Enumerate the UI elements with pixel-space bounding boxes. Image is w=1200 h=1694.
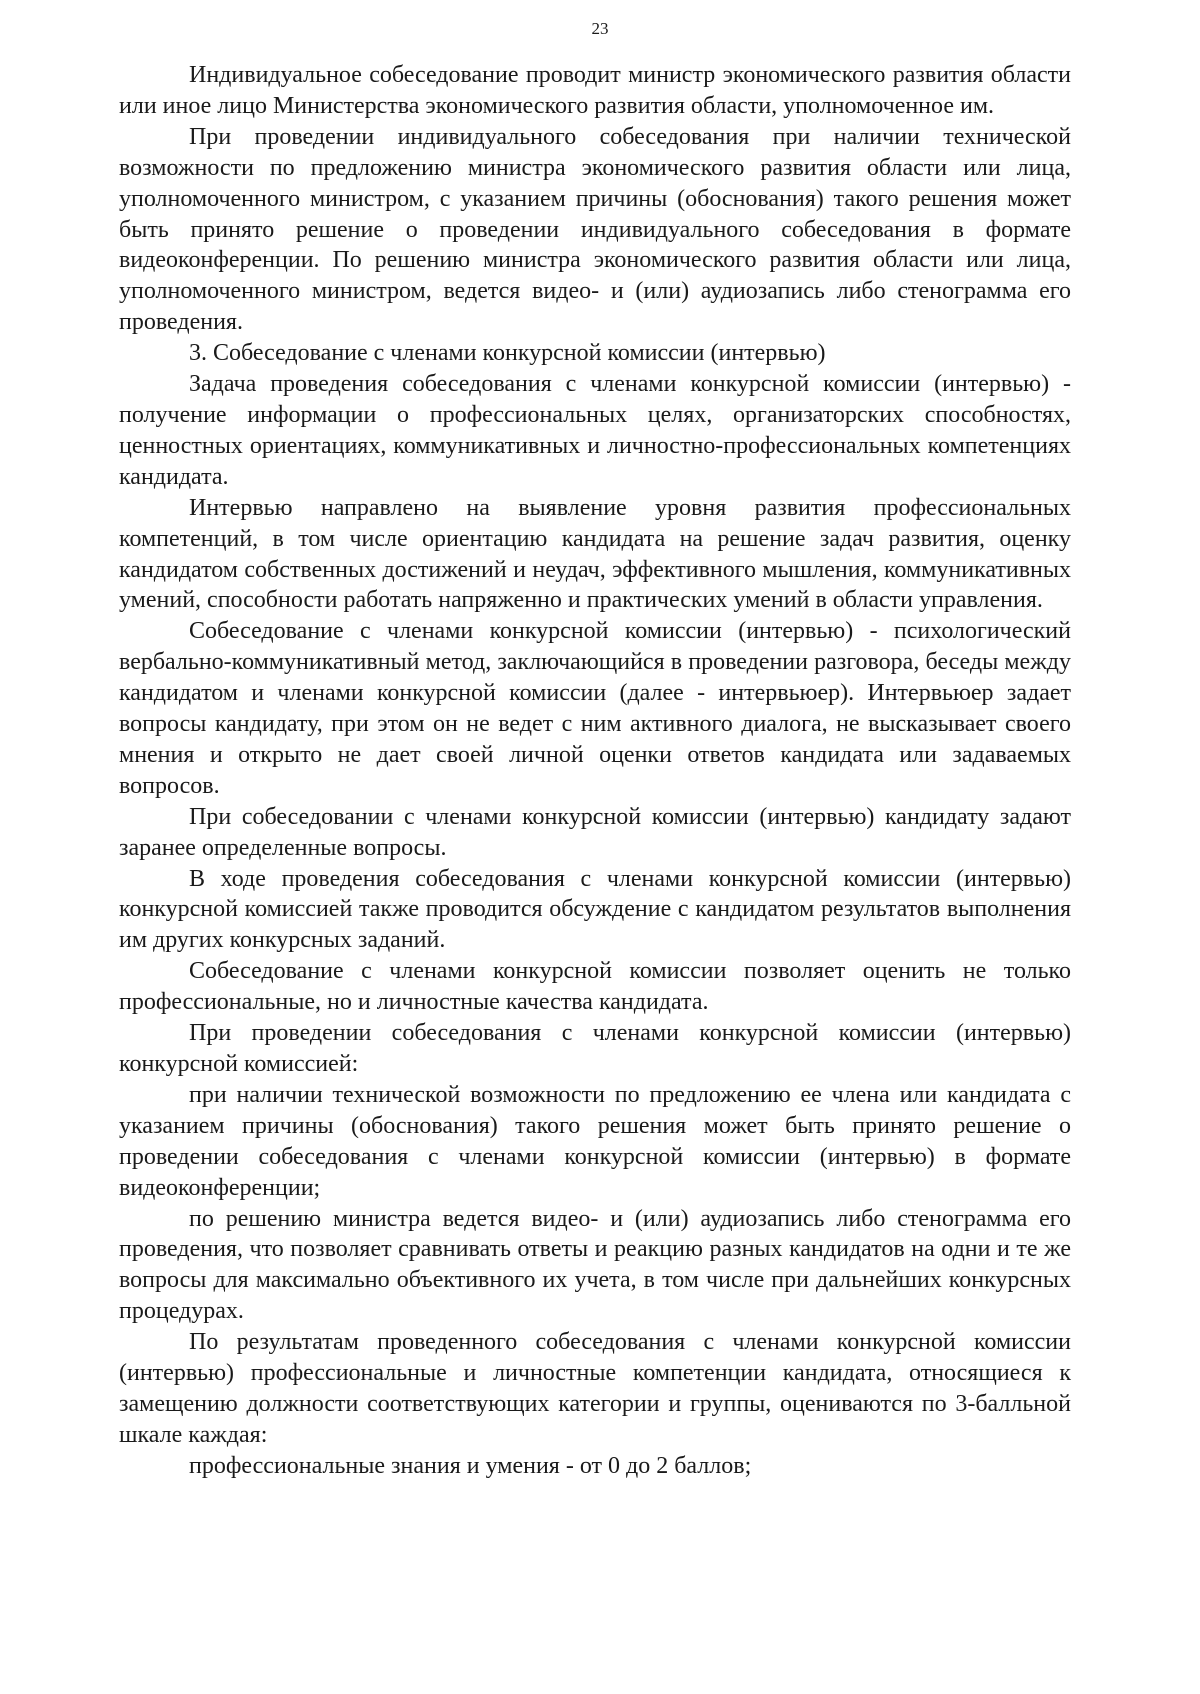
paragraph-commission-intro: При проведении собеседования с членами конкурсной комиссии (интервью) конкурсной комиссией:	[119, 1020, 1071, 1077]
paragraph-qualities: Собеседование с членами конкурсной комиссии позволяет оценить не только профессиональные, но и личностные качества кандидата.	[119, 958, 1071, 1016]
paragraph-interviewer: Индивидуальное собеседование проводит министр экономического развития области или иное лицо Министерства экономического развития области, уполномоченное им.	[119, 62, 1071, 119]
paragraph-videoconference: При проведении индивидуального собеседования при наличии технической возможности по предложению министра экономического развития области или лица, уполномоченного министром, с указанием причины (обоснования) такого решения может быть принято решение о проведении индивидуального собеседования в формате видеоконференции. По решению министра экономического развития области или лица, уполномоченного министром, ведется видео- и (или) аудиозапись либо стенограмма его проведения.	[119, 123, 1071, 336]
paragraph-interview-aim: Интервью направлено на выявление уровня развития профессиональных компетенций, в том числе ориентацию кандидата на решение задач развития, оценку кандидатом собственных достижений и неудач, эффективного мышления, коммуникативных умений, способности работать напряженно и практических умений в области управления.	[119, 494, 1071, 614]
page-number: 23	[591, 19, 609, 38]
paragraph-discussion: В ходе проведения собеседования с членами конкурсной комиссии (интервью) конкурсной комиссией также проводится обсуждение с кандидатом результатов выполнения им других конкурсных заданий.	[119, 865, 1071, 954]
list-item-videoconference: при наличии технической возможности по предложению ее члена или кандидата с указанием причины (обоснования) такого решения может быть принято решение о проведении собеседования с членами конкурсной комиссии (интервью) в формате видеоконференции;	[119, 1081, 1071, 1201]
section-heading-interview: 3. Собеседование с членами конкурсной комиссии (интервью)	[189, 340, 826, 367]
paragraph-predefined-questions: При собеседовании с членами конкурсной комиссии (интервью) кандидату задают заранее определенные вопросы.	[119, 803, 1071, 861]
paragraph-results: По результатам проведенного собеседования с членами конкурсной комиссии (интервью) профессиональные и личностные компетенции кандидата, относящиеся к замещению должности соответствующих категории и группы, оцениваются по 3-балльной шкале каждая:	[119, 1329, 1071, 1448]
paragraph-interview-goal: Задача проведения собеседования с членами конкурсной комиссии (интервью) - получение информации о профессиональных целях, организаторских способностях, ценностных ориентациях, коммуникативных и личностно-профессиональных компетенциях кандидата.	[119, 371, 1071, 490]
paragraph-interview-method: Собеседование с членами конкурсной комиссии (интервью) - психологический вербально-коммуникативный метод, заключающийся в проведении разговора, беседы между кандидатом и членами конкурсной комиссии (далее - интервьюер). Интервьюер задает вопросы кандидату, при этом он не ведет с ним активного диалога, не высказывает своего мнения и открыто не дает своей личной оценки ответов кандидата или задаваемых вопросов.	[119, 618, 1071, 799]
list-item-professional-knowledge: профессиональные знания и умения - от 0 до 2 баллов;	[189, 1452, 752, 1479]
list-item-recording: по решению министра ведется видео- и (или) аудиозапись либо стенограмма его проведения, что позволяет сравнивать ответы и реакцию разных кандидатов на одни и те же вопросы для максимально объективного их учета, в том числе при дальнейших конкурсных процедурах.	[119, 1205, 1071, 1325]
document-body	[119, 60, 1071, 1482]
